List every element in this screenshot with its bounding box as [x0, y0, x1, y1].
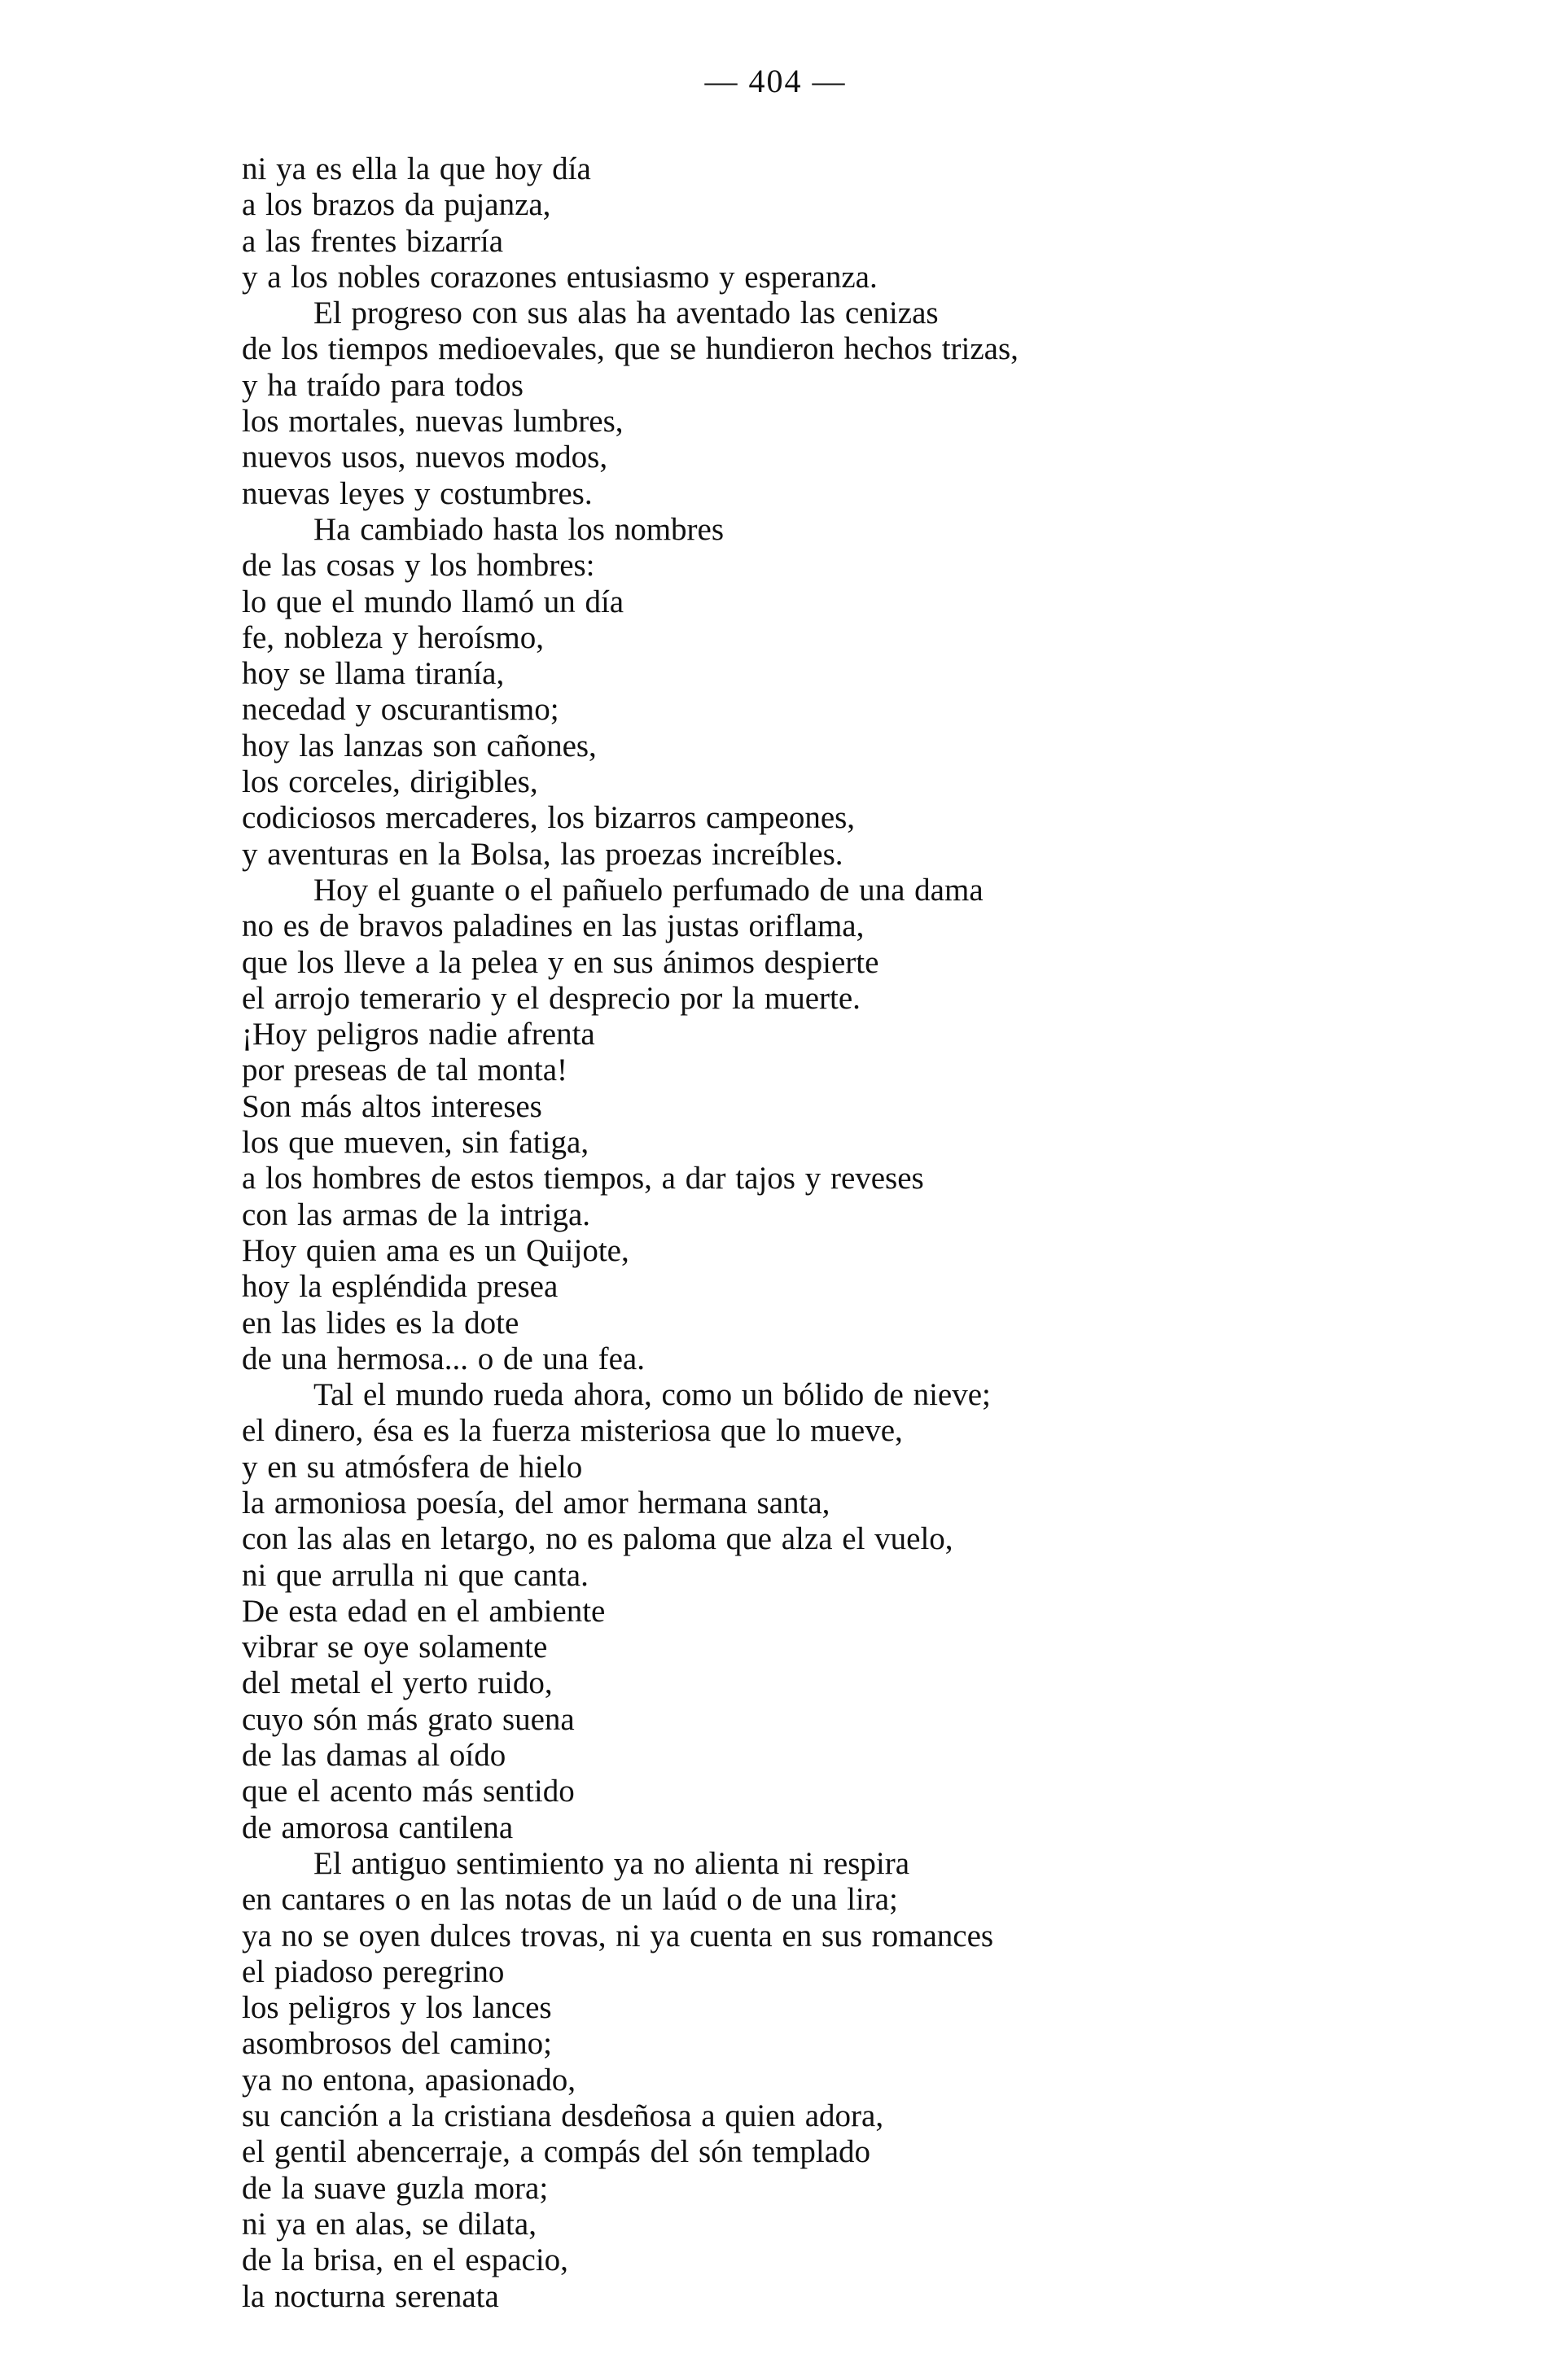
poem-line: hoy las lanzas son cañones, [242, 728, 597, 763]
poem-text [242, 151, 1479, 2315]
poem-line: el arrojo temerario y el desprecio por la muerte. [242, 980, 861, 1016]
poem-line: en las lides es la dote [242, 1305, 519, 1341]
poem-line: a los brazos da pujanza, [242, 187, 551, 223]
poem-line: los que mueven, sin fatiga, [242, 1125, 589, 1161]
poem-line: Hoy quien ama es un Quijote, [242, 1232, 629, 1268]
poem-line: y a los nobles corazones entusiasmo y esperanza. [242, 259, 878, 295]
poem-line: con las armas de la intriga. [242, 1197, 591, 1232]
poem-line: de amorosa cantilena [242, 1809, 514, 1845]
poem-line: los mortales, nuevas lumbres, [242, 404, 624, 440]
poem-line: por preseas de tal monta! [242, 1052, 568, 1088]
poem-line: nuevos usos, nuevos modos, [242, 440, 608, 475]
poem-line: y ha traído para todos [242, 367, 524, 403]
poem-line: del metal el yerto ruido, [242, 1665, 553, 1701]
poem-line: lo que el mundo llamó un día [242, 584, 624, 619]
poem-line: con las alas en letargo, no es paloma que alza el vuelo, [242, 1521, 953, 1557]
poem-line: de la brisa, en el espacio, [242, 2242, 568, 2278]
poem-line: Tal el mundo rueda ahora, como un bólido de nieve; [313, 1377, 991, 1413]
poem-line: ya no se oyen dulces trovas, ni ya cuenta en sus romances [242, 1918, 994, 1953]
poem-line: ni que arrulla ni que canta. [242, 1557, 589, 1593]
poem-line: ¡Hoy peligros nadie afrenta [242, 1017, 595, 1052]
poem-line: de los tiempos medioevales, que se hundieron hechos trizas, [242, 331, 1019, 367]
poem-line: a los hombres de estos tiempos, a dar tajos y reveses [242, 1161, 924, 1197]
poem-line: la armoniosa poesía, del amor hermana santa, [242, 1485, 830, 1520]
poem-line: cuyo són más grato suena [242, 1701, 575, 1737]
poem-line: Ha cambiado hasta los nombres [313, 511, 725, 547]
poem-line: en cantares o en las notas de un laúd o de una lira; [242, 1882, 898, 1918]
poem-line: nuevas leyes y costumbres. [242, 475, 593, 511]
poem-line: no es de bravos paladines en las justas oriflama, [242, 908, 865, 944]
poem-line: ya no entona, apasionado, [242, 2062, 576, 2098]
poem-line: que el acento más sentido [242, 1774, 575, 1809]
poem-line: de la suave guzla mora; [242, 2170, 549, 2206]
poem-line: su canción a la cristiana desdeñosa a quien adora, [242, 2098, 884, 2134]
poem-line: de las damas al oído [242, 1738, 506, 1774]
poem-line: De esta edad en el ambiente [242, 1593, 606, 1629]
poem-line: los corceles, dirigibles, [242, 764, 538, 800]
poem-line: y aventuras en la Bolsa, las proezas increíbles. [242, 836, 843, 872]
page-number: — 404 — [704, 63, 847, 99]
poem-line: vibrar se oye solamente [242, 1630, 548, 1665]
poem-line: necedad y oscurantismo; [242, 692, 559, 728]
poem-line: codiciosos mercaderes, los bizarros campeones, [242, 800, 856, 836]
poem-line: de una hermosa... o de una fea. [242, 1341, 645, 1376]
poem-line: ni ya es ella la que hoy día [242, 151, 591, 186]
poem-line: la nocturna serenata [242, 2278, 499, 2314]
poem-line: de las cosas y los hombres: [242, 548, 595, 584]
poem-line: los peligros y los lances [242, 1990, 552, 2026]
poem-line: Hoy el guante o el pañuelo perfumado de una dama [313, 872, 984, 908]
poem-line: el piadoso peregrino [242, 1953, 505, 1989]
poem-line: el gentil abencerraje, a compás del són templado [242, 2134, 871, 2170]
poem-line: El antiguo sentimiento ya no alienta ni respira [313, 1845, 910, 1881]
poem-line: El progreso con sus alas ha aventado las cenizas [313, 295, 939, 331]
poem-line: a las frentes bizarría [242, 223, 504, 259]
poem-line: el dinero, ésa es la fuerza misteriosa que lo mueve, [242, 1413, 903, 1449]
poem-line: asombrosos del camino; [242, 2026, 552, 2062]
poem-line: hoy se llama tiranía, [242, 656, 505, 692]
poem-line: fe, nobleza y heroísmo, [242, 619, 544, 655]
poem-line: que los lleve a la pelea y en sus ánimos despierte [242, 944, 879, 980]
poem-line: ni ya en alas, se dilata, [242, 2206, 537, 2242]
poem-line: y en su atmósfera de hielo [242, 1449, 583, 1485]
poem-line: hoy la espléndida presea [242, 1269, 559, 1305]
poem-line: Son más altos intereses [242, 1088, 542, 1124]
